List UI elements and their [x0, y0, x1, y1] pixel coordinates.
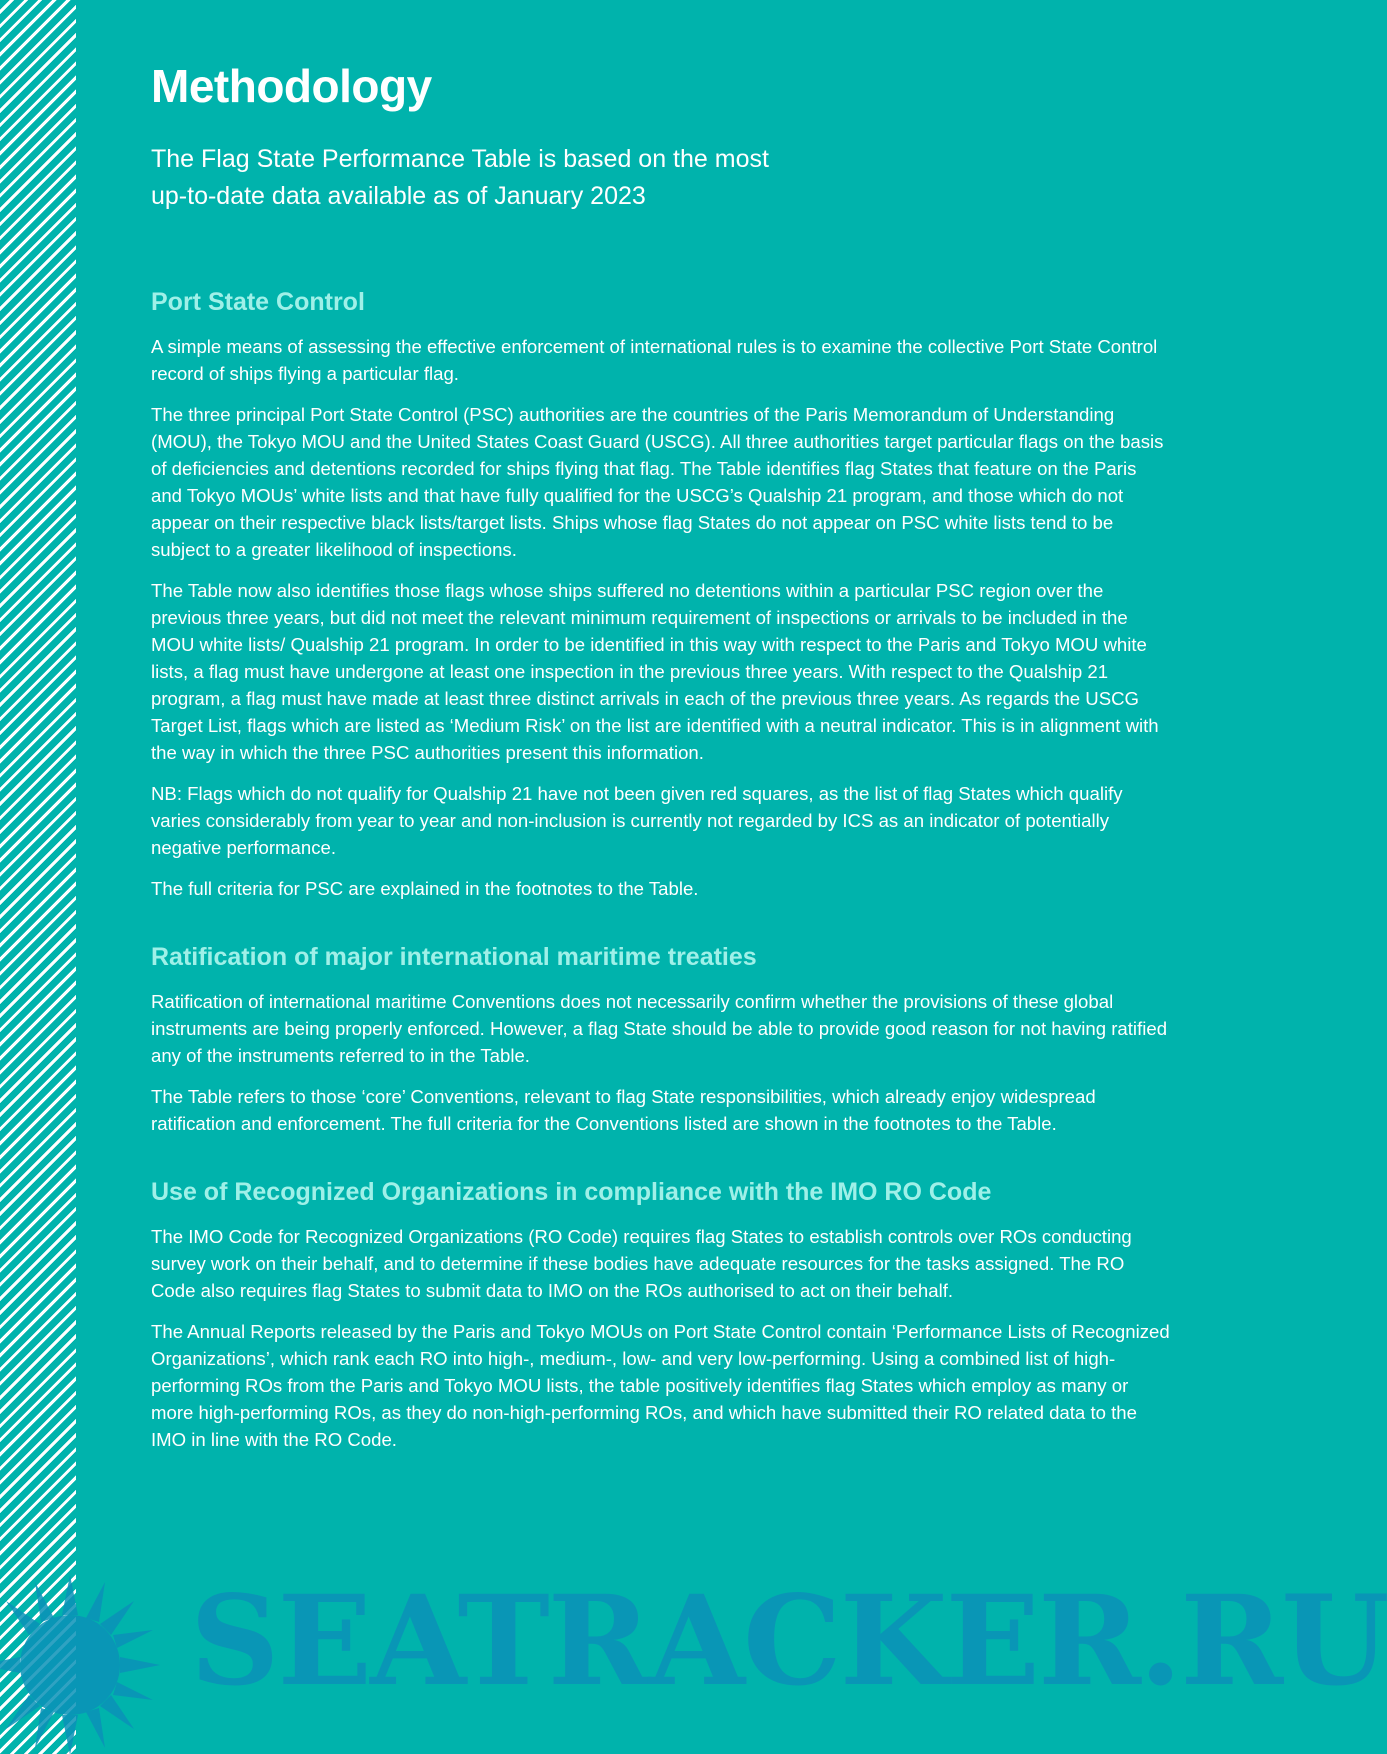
paragraph: Ratification of international maritime Conventions does not necessarily confirm whether the provisions of these global instruments are being properly enforced. However, a flag State should be able to provide good reason for not having ratified any of the instruments referred to in the Table. — [151, 990, 1168, 1066]
paragraph: The Annual Reports released by the Paris and Tokyo MOUs on Port State Control contain ‘Performance Lists of Recognized Organizations’, which rank each RO into high-, medium-, low- and very low-performing. Using a combined list of high-performing ROs from the Paris and Tokyo MOU lists, the table positively identifies flag States which employ as many or more high-performing ROs, as they do non-high-performing ROs, and which have submitted their RO related data to the IMO in line with the RO Code. — [151, 1320, 1170, 1450]
paragraph: The Table now also identifies those flags whose ships suffered no detentions within a particular PSC region over the previous three years, but did not meet the relevant minimum requirement of inspections or arrivals to be included in the MOU white lists/ Qualship 21 program. In order to be identified in this way with respect to the Paris and Tokyo MOU white lists, a flag must have undergone at least one inspection in the previous three years. With respect to the Qualship 21 program, a flag must have made at least three distinct arrivals in each of the previous three years. As regards the USCG Target List, flags which are listed as ‘Medium Risk’ on the list are identified with a neutral indicator. This is in alignment with the way in which the three PSC authorities present this information. — [151, 579, 1159, 763]
section-heading-recognized-organizations: Use of Recognized Organizations in compliance with the IMO RO Code — [151, 1177, 992, 1206]
intro-text: The Flag State Performance Table is based on the most up-to-date data available as of January 2023 — [151, 144, 769, 210]
decorative-stripe-band — [0, 0, 76, 1754]
section-heading-ratification: Ratification of major international maritime treaties — [151, 942, 757, 971]
paragraph: NB: Flags which do not qualify for Qualship 21 have not been given red squares, as the list of flag States which qualify varies considerably from year to year and non-inclusion is currently not regarded by ICS as an indicator of potentially negative performance. — [151, 782, 1123, 858]
page-title: Methodology — [151, 60, 432, 112]
watermark — [0, 1560, 1387, 1754]
main-content — [151, 60, 1171, 1453]
paragraph: The three principal Port State Control (PSC) authorities are the countries of the Paris Memorandum of Understanding (MOU), the Tokyo MOU and the United States Coast Guard (USCG). All three authorities target particular flags on the basis of deficiencies and detentions recorded for ships flying that flag. The Table identifies flag States that feature on the Paris and Tokyo MOUs’ white lists and that have fully qualified for the USCG’s Qualship 21 program, and those which do not appear on their respective black lists/target lists. Ships whose flag States do not appear on PSC white lists tend to be subject to a greater likelihood of inspections. — [151, 403, 1164, 560]
paragraph: The full criteria for PSC are explained in the footnotes to the Table. — [151, 877, 699, 899]
paragraph: The Table refers to those ‘core’ Conventions, relevant to flag State responsibilities, which already enjoy widespread ratification and enforcement. The full criteria for the Conventions listed are shown in the footnotes to the Table. — [151, 1085, 1096, 1134]
sun-logo-icon — [0, 1560, 190, 1754]
watermark-text: SEATRACKER.RU — [190, 1569, 1387, 1714]
paragraph: A simple means of assessing the effective enforcement of international rules is to examine the collective Port State Control record of ships flying a particular flag. — [151, 335, 1158, 384]
paragraph: The IMO Code for Recognized Organizations (RO Code) requires flag States to establish controls over ROs conducting survey work on their behalf, and to determine if these bodies have adequate resources for the tasks assigned. The RO Code also requires flag States to submit data to IMO on the ROs authorised to act on their behalf. — [151, 1225, 1132, 1301]
section-heading-port-state-control: Port State Control — [151, 287, 365, 316]
